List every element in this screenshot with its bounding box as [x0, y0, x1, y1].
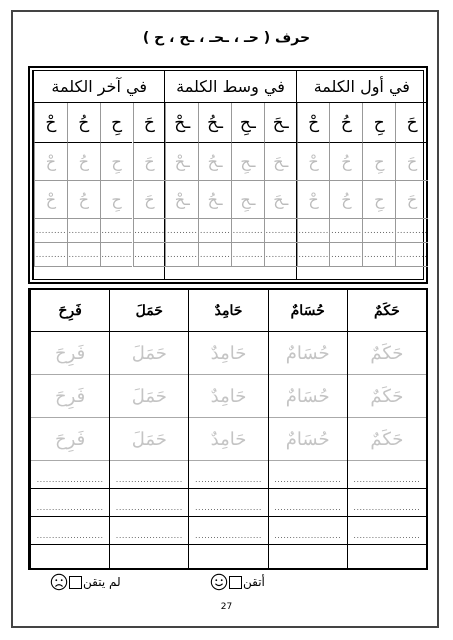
word-writing-line[interactable] [189, 517, 267, 545]
trace-word[interactable]: حُسَامٌ [269, 418, 347, 461]
dotted-line: .......... [68, 226, 99, 235]
word-writing-line[interactable] [269, 461, 347, 489]
trace-letter[interactable]: حُ [329, 143, 362, 181]
trace-letter[interactable]: ـحُ [198, 181, 231, 219]
model-letter: حُ [329, 103, 362, 143]
writing-cell[interactable] [231, 219, 264, 243]
writing-cell[interactable] [231, 243, 264, 267]
writing-cell[interactable] [165, 243, 198, 267]
trace-word[interactable]: فَرِحَ [31, 418, 109, 461]
word-writing-line[interactable] [110, 517, 188, 545]
writing-cell[interactable] [329, 219, 362, 243]
trace-letter[interactable]: ـحَ [264, 181, 297, 219]
dotted-line: .......... [265, 226, 296, 235]
writing-cell[interactable] [198, 243, 231, 267]
dotted-line: .......... [298, 226, 329, 235]
word-writing-line[interactable] [110, 461, 188, 489]
word-column [30, 290, 109, 568]
dotted-line: .......... [364, 226, 395, 235]
model-word: حُسَامٌ [269, 290, 347, 332]
section-header: في وسط الكلمة [165, 71, 295, 103]
word-writing-line[interactable] [31, 461, 109, 489]
writing-cell[interactable] [165, 219, 198, 243]
trace-letter[interactable]: حُ [329, 181, 362, 219]
trace-word[interactable]: حَمَلَ [110, 375, 188, 418]
mastered-checkbox[interactable] [229, 576, 242, 589]
section-grid [34, 103, 164, 279]
dotted-line: .......... [364, 250, 395, 259]
dotted-line: .......... [298, 250, 329, 259]
dotted-line: .......... [232, 250, 264, 259]
writing-cell[interactable] [100, 243, 133, 267]
happy-face-icon [210, 573, 228, 591]
dotted-line: .......... [101, 250, 132, 259]
dotted-line: ...................... [274, 503, 342, 512]
dotted-line: ...................... [353, 531, 421, 540]
model-letter: حْ [297, 103, 330, 143]
dotted-line: .......... [134, 250, 165, 259]
dotted-line: .......... [331, 250, 362, 259]
model-letter: ـحِ [231, 103, 264, 143]
word-writing-line[interactable] [269, 489, 347, 517]
model-letter: حْ [34, 103, 67, 143]
writing-cell[interactable] [100, 219, 133, 243]
trace-letter[interactable]: حْ [34, 143, 67, 181]
trace-word[interactable]: فَرِحَ [31, 375, 109, 418]
dotted-line: .......... [232, 226, 264, 235]
trace-letter[interactable]: حِ [100, 143, 133, 181]
rating-mastered [210, 572, 265, 592]
trace-word[interactable]: حَامِدٌ [189, 418, 267, 461]
writing-cell[interactable] [362, 219, 395, 243]
trace-letter[interactable]: حَ [133, 143, 166, 181]
trace-word[interactable]: حُسَامٌ [269, 375, 347, 418]
model-letter: حِ [100, 103, 133, 143]
dotted-line: ...................... [195, 475, 262, 484]
trace-word[interactable]: حَامِدٌ [189, 375, 267, 418]
writing-cell[interactable] [67, 243, 100, 267]
model-letter: ـحُ [198, 103, 231, 143]
model-letter: حَ [395, 103, 428, 143]
section-3 [33, 71, 164, 279]
dotted-line: ...................... [353, 503, 421, 512]
word-writing-line[interactable] [31, 489, 109, 517]
trace-word[interactable]: حَمَلَ [110, 332, 188, 375]
writing-cell[interactable] [264, 219, 297, 243]
not-mastered-checkbox[interactable] [69, 576, 82, 589]
dotted-line: .......... [35, 226, 67, 235]
dotted-line: .......... [199, 250, 231, 259]
section-grid [165, 103, 295, 279]
model-letter: ـحَ [264, 103, 297, 143]
writing-cell[interactable] [264, 243, 297, 267]
section-1 [296, 71, 427, 279]
trace-letter[interactable]: حِ [100, 181, 133, 219]
trace-word[interactable]: حَمَلَ [110, 418, 188, 461]
dotted-line: .......... [35, 250, 67, 259]
dotted-line: .......... [199, 226, 231, 235]
dotted-line: ...................... [353, 475, 421, 484]
trace-letter[interactable]: ـحِ [231, 143, 264, 181]
page-number: 27 [220, 602, 233, 612]
word-column [188, 290, 267, 568]
writing-cell[interactable] [362, 243, 395, 267]
dotted-line: .......... [396, 250, 428, 259]
dotted-line: .......... [265, 250, 296, 259]
trace-word[interactable]: حَكَمٌ [348, 418, 426, 461]
dotted-line: ...................... [36, 531, 104, 540]
trace-word[interactable]: حُسَامٌ [269, 332, 347, 375]
sad-face-icon [50, 573, 68, 591]
trace-letter[interactable]: ـحْ [165, 143, 198, 181]
writing-cell[interactable] [133, 219, 166, 243]
section-grid [297, 103, 427, 279]
section-header: في آخر الكلمة [34, 71, 164, 103]
writing-cell[interactable] [34, 219, 67, 243]
letter-practice-table [28, 66, 428, 284]
writing-cell[interactable] [67, 219, 100, 243]
section-header: في أول الكلمة [297, 71, 427, 103]
not-mastered-label: لم يتقن [83, 575, 121, 589]
trace-letter[interactable]: حْ [297, 181, 330, 219]
dotted-line: ...................... [274, 475, 342, 484]
word-writing-line[interactable] [348, 517, 426, 545]
dotted-line: ...................... [36, 475, 104, 484]
dotted-line: .......... [167, 226, 198, 235]
model-letter: حُ [67, 103, 100, 143]
word-column [347, 290, 426, 568]
trace-word[interactable]: حَكَمٌ [348, 332, 426, 375]
model-word: حَامِدٌ [189, 290, 267, 332]
dotted-line: ...................... [195, 503, 262, 512]
dotted-line: .......... [68, 250, 99, 259]
writing-cell[interactable] [133, 243, 166, 267]
trace-letter[interactable]: حْ [34, 181, 67, 219]
dotted-line: ...................... [36, 503, 104, 512]
model-letter: ـحْ [165, 103, 198, 143]
dotted-line: ...................... [115, 503, 183, 512]
word-practice-table [28, 288, 428, 570]
trace-letter[interactable]: ـحُ [198, 143, 231, 181]
word-writing-line[interactable] [110, 489, 188, 517]
trace-letter[interactable]: حَ [133, 181, 166, 219]
model-letter: حِ [362, 103, 395, 143]
trace-word[interactable]: فَرِحَ [31, 332, 109, 375]
trace-letter[interactable]: حَ [395, 143, 428, 181]
writing-cell[interactable] [34, 243, 67, 267]
word-column [268, 290, 347, 568]
trace-letter[interactable]: حُ [67, 181, 100, 219]
model-word: حَمَلَ [110, 290, 188, 332]
mastered-label: أتقن [243, 575, 265, 589]
model-word: حَكَمٌ [348, 290, 426, 332]
dotted-line: .......... [331, 226, 362, 235]
writing-cell[interactable] [198, 219, 231, 243]
dotted-line: .......... [101, 226, 132, 235]
trace-letter[interactable]: ـحْ [165, 181, 198, 219]
trace-word[interactable]: حَامِدٌ [189, 332, 267, 375]
model-word: فَرِحَ [31, 290, 109, 332]
dotted-line: ...................... [274, 531, 342, 540]
word-writing-line[interactable] [269, 517, 347, 545]
trace-letter[interactable]: ـحَ [264, 143, 297, 181]
word-writing-line[interactable] [189, 489, 267, 517]
writing-cell[interactable] [395, 219, 428, 243]
dotted-line: ...................... [115, 531, 183, 540]
section-2 [164, 71, 295, 279]
trace-word[interactable]: حَكَمٌ [348, 375, 426, 418]
letter-table-inner [32, 70, 428, 280]
word-column [109, 290, 188, 568]
writing-cell[interactable] [395, 243, 428, 267]
trace-letter[interactable]: حَ [395, 181, 428, 219]
trace-letter[interactable]: حِ [362, 143, 395, 181]
word-writing-line[interactable] [189, 461, 267, 489]
dotted-line: ...................... [195, 531, 262, 540]
rating-not-mastered [50, 572, 121, 592]
writing-cell[interactable] [297, 219, 330, 243]
trace-letter[interactable]: حُ [67, 143, 100, 181]
dotted-line: .......... [134, 226, 165, 235]
dotted-line: ...................... [115, 475, 183, 484]
word-writing-line[interactable] [31, 517, 109, 545]
writing-cell[interactable] [329, 243, 362, 267]
writing-cell[interactable] [297, 243, 330, 267]
page-title: حرف ( حـ ، ـحـ ، ـح ، ح ) [142, 30, 311, 46]
trace-letter[interactable]: حْ [297, 143, 330, 181]
word-writing-line[interactable] [348, 489, 426, 517]
dotted-line: .......... [167, 250, 198, 259]
dotted-line: .......... [396, 226, 428, 235]
trace-letter[interactable]: ـحِ [231, 181, 264, 219]
trace-letter[interactable]: حِ [362, 181, 395, 219]
word-writing-line[interactable] [348, 461, 426, 489]
model-letter: حَ [133, 103, 166, 143]
